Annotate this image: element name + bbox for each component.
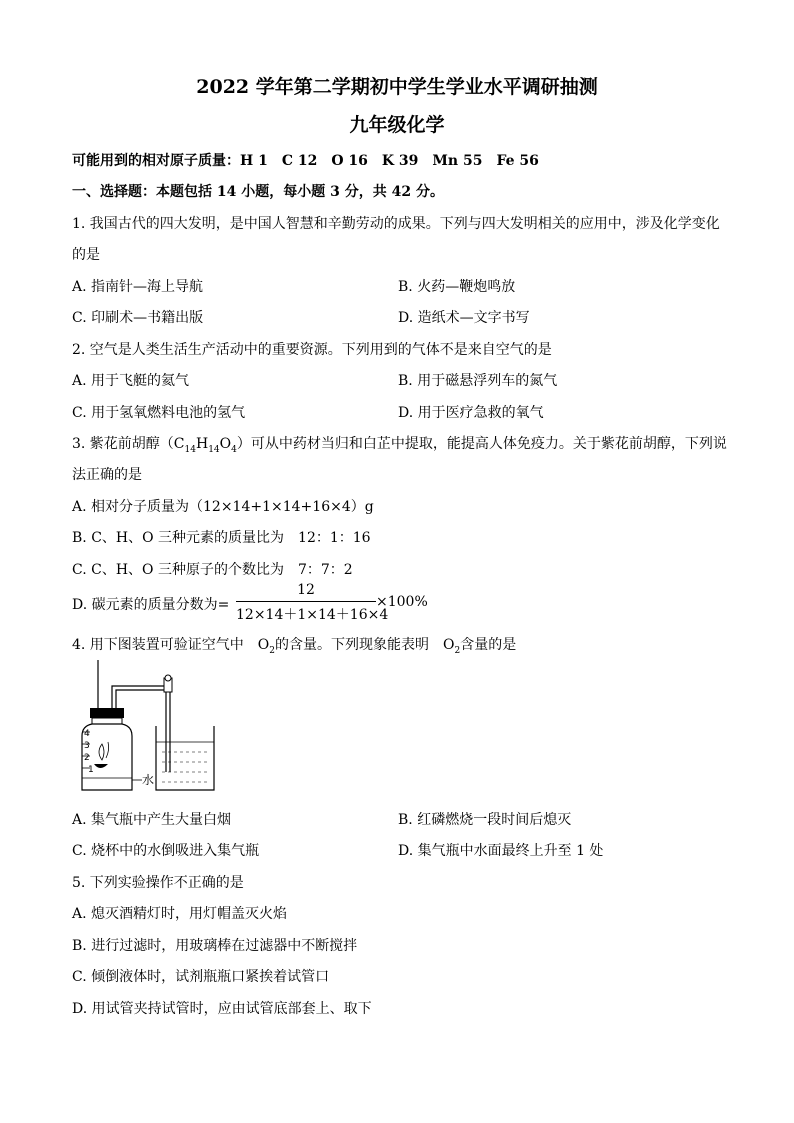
q3-stem-line1: 3. 紫花前胡醇$(C_{14}H_{14}O_4)$可从中药材当归和白芷中提取，能提高人体免疫力。关于紫花前胡醇，下列说 xyxy=(72,436,727,455)
q3-option-d-prefix: D. 碳元素的质量分数为= xyxy=(72,597,230,613)
scale-mark-2: 2 xyxy=(84,753,90,763)
q3-option-c: C. C、H、O 三种原子的个数比为 7：7：2 xyxy=(72,562,353,578)
scale-mark-1: 1 xyxy=(88,765,94,775)
q5-option-a: A. 熄灭酒精灯时，用灯帽盖灭火焰 xyxy=(72,906,288,922)
scale-mark-3: 3 xyxy=(84,741,90,751)
section-heading: 一、选择题：本题包括 14 小题，每小题 3 分，共 42 分。 xyxy=(72,184,444,200)
fraction-numerator: 12 xyxy=(297,582,315,598)
q4-option-c: C. 烧杯中的水倒吸进入集气瓶 xyxy=(72,843,260,859)
q4-option-b: B. 红磷燃烧一段时间后熄灭 xyxy=(398,812,572,828)
bottle-stopper xyxy=(90,708,124,718)
q1-option-c: C. 印刷术—书籍出版 xyxy=(72,310,204,326)
q4-stem: 4. 用下图装置可验证空气中 $O_2$的含量。下列现象能表明 $O_2$含量的是 xyxy=(72,637,517,656)
exam-title: 2022 学年第二学期初中学生学业水平调研抽测 xyxy=(196,76,598,98)
q1-stem-line2: 的是 xyxy=(72,247,100,263)
q5-option-d: D. 用试管夹持试管时，应由试管底部套上、取下 xyxy=(72,1001,372,1017)
q5-option-c: C. 倾倒液体时，试剂瓶瓶口紧挨着试管口 xyxy=(72,969,330,985)
exam-subtitle: 九年级化学 xyxy=(349,114,445,136)
atomic-masses: 可能用到的相对原子质量：H 1 C 12 O 16 K 39 Mn 55 Fe 56 xyxy=(72,153,539,169)
q1-option-b: B. 火药—鞭炮鸣放 xyxy=(398,279,516,295)
q2-option-c: C. 用于氢氧燃料电池的氢气 xyxy=(72,405,246,421)
fraction-denominator: 12×14＋1×14＋16×4 xyxy=(236,607,389,623)
q1-stem-line1: 1. 我国古代的四大发明，是中国人智慧和辛勤劳动的成果。下列与四大发明相关的应用中，涉及化学变化 xyxy=(72,216,720,232)
q5-stem: 5. 下列实验操作不正确的是 xyxy=(72,875,244,891)
q1-option-a: A. 指南针—海上导航 xyxy=(72,279,204,295)
scale-mark-4: 4 xyxy=(84,729,90,739)
q1-option-d: D. 造纸术—文字书写 xyxy=(398,310,530,326)
q3-option-d-suffix: ×100% xyxy=(376,594,428,610)
bottle-neck xyxy=(92,718,122,724)
water-label: 水 xyxy=(142,773,155,787)
q4-option-d: D. 集气瓶中水面最终上升至 1 处 xyxy=(398,843,604,859)
q3-option-d-fraction xyxy=(236,582,389,624)
apparatus-diagram xyxy=(78,656,228,796)
q2-option-b: B. 用于磁悬浮列车的氮气 xyxy=(398,373,558,389)
q2-stem: 2. 空气是人类生活生产活动中的重要资源。下列用到的气体不是来自空气的是 xyxy=(72,342,552,358)
fraction-bar xyxy=(236,601,376,602)
q2-option-a: A. 用于飞艇的氦气 xyxy=(72,373,190,389)
q5-option-b: B. 进行过滤时，用玻璃棒在过滤器中不断搅拌 xyxy=(72,938,358,954)
beaker xyxy=(156,726,214,790)
q2-option-d: D. 用于医疗急救的氧气 xyxy=(398,405,544,421)
q3-stem-line2: 法正确的是 xyxy=(72,467,142,483)
q3-option-b: B. C、H、O 三种元素的质量比为 12：1：16 xyxy=(72,530,371,546)
q3-option-a: A. 相对分子质量为（12×14+1×14+16×4）g xyxy=(72,499,374,515)
q4-option-a: A. 集气瓶中产生大量白烟 xyxy=(72,812,232,828)
